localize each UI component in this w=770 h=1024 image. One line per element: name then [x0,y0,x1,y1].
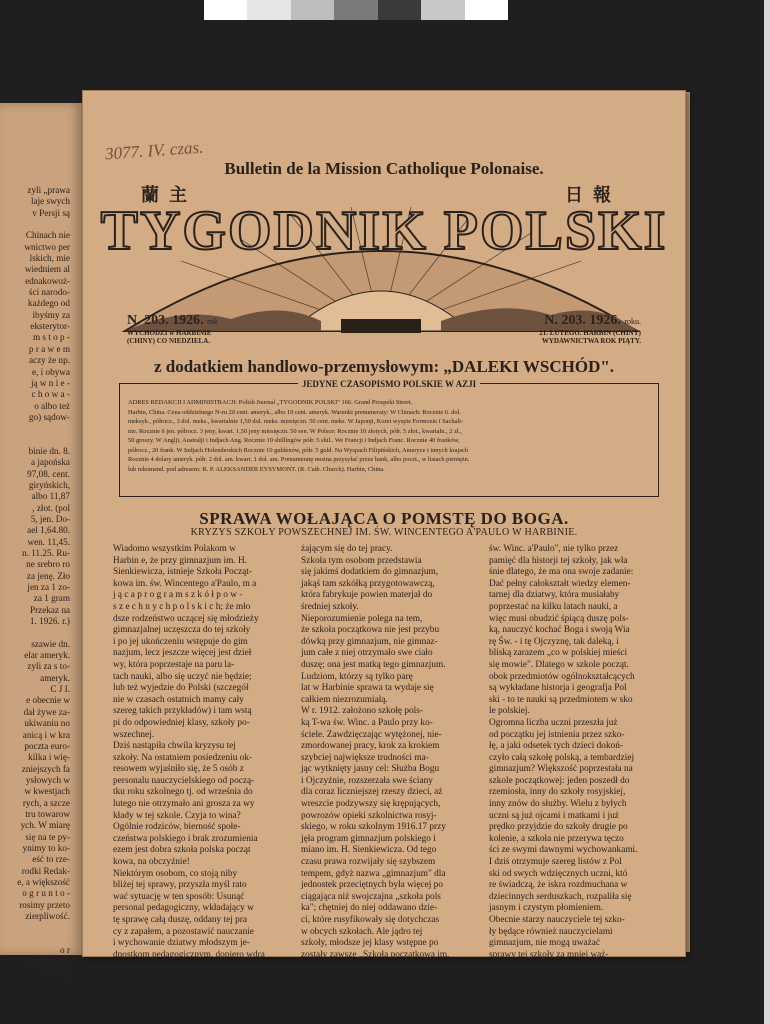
text-line: go) sądow- [28,411,70,422]
text-line: że szkoła początkowa nie jest przybu [301,625,440,636]
text-line: dówką przy gimnazjum, nie gimnaz- [301,636,438,647]
text-line: w obcych szkołach. Ale jądro tej [301,926,423,937]
text-line: Harbin, China. Cena oddzielnego N-ru 20 cent. ameryk., albo 10 cent. ameryk. Warunki prenumeraty: W Chinach: Rocznie 6. dol. [128,408,461,416]
issue-info-left [127,313,218,345]
cjk-right: 日報 [565,185,621,206]
text-line: powrozów opieki szkolnictwa rosyj- [301,810,437,821]
text-line: pamięć dla historji tej szkoły, jak wła [489,555,628,566]
text-line: kowa, na obczyźnie! [113,857,190,868]
subscription-info-box [119,379,659,497]
text-line: 50 groszy. W Anglji, Australji i Indjach Ang. Rocznie 10 shillingów półr. 5 shil.. We Francji i Indjach Franc. Rocznie 40 franków, [128,437,460,444]
text-line: kłady w tej szkole. Czyja to wina? [113,810,241,821]
text-line: resowem wyjaśniło się, że 5 osób z [113,764,244,775]
text-line: całkiem niezrozumiałą. [301,694,388,705]
text-line: ynimy to ko- [22,842,70,853]
text-line: bliżej tej sprawy, przyszła myśl rato [113,880,247,891]
issue-number-left: N. 203. 1926. [127,313,204,328]
text-line: 1. 1926. r.) [29,616,70,627]
text-line: się na te py- [25,831,70,842]
text-line: wszechnej. [113,729,155,740]
issue-rok-left: rok [207,317,218,326]
text-line: rochowski. [29,956,70,967]
text-line: ką, nauczyć kochać Boga i swoją Wia [489,625,630,636]
text-line: nie. Rocznie 6 jen. półrocz. 3 jeny, kwart. 1,50 jeny miesięczn. 50 sen. W Polsce: Rocznie 10 złotych, półr. 5 złot., kwartaln., 2 zł., [128,427,462,435]
text-line: szereg takich przykładów) i tam wstą [113,706,252,717]
text-line: Sienkiewicza, istnieje Szkoła Począt- [113,567,252,578]
text-line: 97,08. cent. [27,468,70,479]
text-line: rzemiosła, inny do szkoły rosyjskiej, [489,787,626,798]
left-page-text [0,185,70,979]
issue-info-right [539,313,641,345]
text-line: się mowie". Dlatego w szkole począt. [489,659,629,670]
text-line: wiedniem al [24,264,70,275]
subscription-info-text [128,398,650,474]
text-line: dsze rodzeństwo uczącej się młodzieży [113,613,259,624]
masthead-title: TYGODNIK POLSKI [100,200,668,262]
issue-number-right: N. 203. 1926. [544,313,621,328]
text-line: która fabrykuje powien materjał do [301,590,433,601]
text-line: kolenie, a szkoła nie przerywa tęczo [489,833,624,844]
text-line: giryńskich, [28,479,70,490]
text-line: żającym się do tej pracy. [301,544,393,554]
text-line: ką T-wa św. Winc. a Paulo przy ko- [301,717,433,728]
text-line: zyli za s to- [27,661,70,672]
text-line: n. 11.25. Ru- [22,548,70,558]
cjk-left: 蘭主 [141,185,197,206]
text-line: lutego nie otrzymało ani grosza za wy [113,799,255,810]
text-line: inny znów do służby. Wielu z byłych [489,799,627,810]
handwritten-note: 3077. IV. czas. [104,137,204,164]
text-line: każdego od [27,298,70,309]
text-line: gimnazjum? Większość poprzestała na [489,764,633,775]
text-line: re świadczą, że iskra rozdmuchana w [489,880,628,891]
text-line: , złot. (pol [32,502,70,513]
tagline [120,379,658,389]
text-line: gimnazjalnej uczęszcza do tej szkoły [113,625,251,636]
text-line: Niektórym osobom, co stoją niby [113,868,238,879]
issue-rok-right: roku. [624,317,641,326]
text-line: m s t o p - [32,332,70,343]
text-line: Wiadomo wszystkim Polakom w [113,544,236,554]
text-line: jąc wytknięty jasny cel: Służba Bogu [301,764,440,775]
article-subheadline: KRYZYS SZKOŁY POWSZECHNEJ IM. ŚW. WINCENTEGO A'PAULO W HARBINIE. [190,527,578,538]
text-line: zyli „prawa [27,185,70,195]
strip-swatch [421,0,464,20]
text-line: wreszcie podzywszy się krępujących, [301,799,441,810]
text-line: szkoły, młodsze jej klasy wstępne po [301,938,439,949]
text-line [0,219,70,230]
text-line: v Persji są [32,207,70,218]
text-line: o albo też [34,400,70,411]
strip-swatch [334,0,377,20]
text-line: tempem, gdyż nazwa „gimnazjum" dla [301,868,446,879]
text-line: szawie dn. [31,638,70,649]
text-line: ameryk. [40,672,70,683]
text-line: dziecinnych serduszkach, rozpaliła się [489,891,632,902]
text-line: wen. 11,45. [27,536,70,547]
text-line: tku roku szkolnego tj. od września do [113,787,253,798]
text-line: za jenę. Zło [26,570,70,581]
issue-line2-right: WYDAWNICTWA ROK PIĄTY. [541,337,641,345]
text-line: e, i obywa [31,366,70,377]
text-line: sprawy tej szkoły za mniej waż- [489,949,609,960]
text-line: ski - to te nauki są przedmiotem w sko [489,694,633,705]
text-line: aczy że np. [28,355,70,366]
text-line: jen za 1 zo- [27,582,70,593]
scan-calibration-strip [204,0,508,20]
strip-swatch [247,0,290,20]
text-line: le polskiej. [489,706,530,717]
text-line: szkoły. Na ostatniem posiedzeniu ok- [113,752,253,763]
text-line: półrocz., 20 frank. W Indjach Holenderskich Rocznie 10 guldenów, półr. 5 guld. Na Wyspach Filipińskich, Ameryce i innych krajach [128,446,469,454]
text-line: nazjum, lecz jeszcze więcej jest dzieł [113,648,252,659]
text-line: ściele. Zawdzięczając wytężonej, nie- [301,729,442,740]
text-line [0,423,70,434]
text-line: laje swych [30,196,70,207]
text-line: Ogólnie rodziców, bierność społe- [113,822,241,833]
text-line: personalu nauczycielskiego od począ- [113,775,255,786]
text-line: łę, a jaki odsetek tych dzieci dokoń- [489,741,623,752]
text-line: ednakowoż- [25,275,70,286]
text-line: o g r u n t o - [22,888,70,899]
text-line: rosimy przeto [19,899,70,910]
text-line: zierpliwość. [25,911,70,921]
text-line: prędko przyjdzie do szkoły drugie po [489,822,628,833]
text-line: dnostkom pedagogicznym, dopiero wdra [113,949,265,960]
article-column-1 [113,544,291,961]
text-line: I dziś otrzymuje szereg listów z Pol [489,857,622,868]
strip-swatch [291,0,334,20]
text-line: pi do odpowiedniej klasy, szkoły po- [113,717,250,728]
text-line: jasnym i czystym płomieniem. [489,903,604,914]
text-line: ciągająca niż swojczajna „szkoła pols [301,891,441,902]
text-line: i wychowanie dziatwy młodszym je- [113,938,250,949]
text-line: ezem jest dobra szkoła polska począt [113,845,251,856]
text-line: Nieporozumienie polega na tem, [301,613,423,624]
text-line: poczta euro- [24,740,70,751]
text-line: meksyk., półrocz., 3 dol. meks., kwartalnie 1,50 dol. meks. miesięczn. 50 cent. meks. W Japonji, Korei wyspie Formozie i Sachali- [128,418,464,425]
text-line: 5, jen. Do- [30,513,70,524]
strip-swatch [465,0,508,20]
text-line: ne srebro ro [26,559,70,570]
text-line: j ą c a p r o g r a m s z k ó ł p o w - [113,590,243,601]
text-line: W r. 1912. założono szkołę pols- [301,706,423,717]
text-line: nie w czasach ostatnich mamy cały [113,694,244,705]
supplement-line: z dodatkiem handlowo-przemysłowym: „DALEKI WSCHÓD". [153,357,615,376]
text-line: Chinach nie [25,230,70,241]
text-line: a japońska [30,457,70,468]
text-line: ci, które rusyfikowały się dotychczas [301,915,440,925]
strip-swatch [378,0,421,20]
text-line: lub też wyjedzie do Polski (szczegół [113,683,249,694]
text-line: Ludziom, którzy są tylko parę [301,671,413,682]
text-line: od początku jej istnienia przez szko- [489,729,625,740]
text-line: ysłowych w [25,774,70,785]
text-line: zostały zawsze „Szkołą początkową im. [301,949,450,960]
text-line: śnie dlatego, że ma ona swoje zadanie: [489,567,634,578]
text-line: czeństwa polskiego i brak zrozumienia [113,833,258,844]
text-line: średniej szkoły. [301,601,359,612]
text-line: eść to rze- [32,854,70,865]
text-line: personal pedagogiczny, wkładający w [113,903,254,914]
text-line: rodki Redak- [21,865,70,876]
text-line: Ogromna liczba uczni przeszła już [489,717,618,728]
text-line: s z e c h n y c h p o l s k i c h; że mło [113,601,251,612]
text-line: ści narodo- [28,287,70,298]
text-line: lskich, mie [29,253,70,264]
scan-edge [764,0,770,1024]
article-column-3 [489,544,661,961]
text-line: miano im. H. Sienkiewicza. Od tego [301,845,437,856]
text-line: lat w Harbinie sprawa ta wydaje się [301,683,434,694]
text-line: wać sytuację w ten sposób: Usunąć [113,891,245,902]
text-line: rych, a szcze [22,797,70,808]
text-line: czasu prawa rozwijały się szybszem [301,857,436,868]
text-line: eksterytor- [30,321,70,332]
text-line: i po jej ukończeniu wstępuje do gim [113,636,248,647]
text-line: jum całe z niej otrzymało swe ciało [301,648,433,659]
text-line [0,934,70,945]
text-line: Rocznie 4 dolary ameryk. półr. 2 dol. am. kwart. 1 dol. am. Prenumeratę można przysyłać przez bank, albo poczt., w listach pieniężn. [128,456,470,463]
text-line: ych. W miarę [20,820,70,831]
issue-line2-left: (CHINY) CO NIEDZIELA. [127,337,211,345]
text-line: Przekaz na [29,604,70,615]
text-line: lub rekomend. pod adresem: R. P. ALEKSANDER EYSYMONT. (R. Cath. Church). Harbin, China. [128,465,385,473]
text-line: ski od swych wdzięcznych uczni, któ [489,868,628,879]
article-headline: SPRAWA WOŁAJĄCA O POMSTĘ DO BOGA. [199,509,569,528]
text-line: e obecnie w [26,695,70,706]
text-line: jakąś tam szkółką przygotowawczą, [301,578,435,589]
text-line: dla coraz liczniejszej rzeszy dzieci, aż [301,787,443,798]
text-line: binie dn. 8. [28,445,70,456]
text-line: Szkoła tym osobom przedstawia [301,555,422,566]
text-line: poprzestać na kilku latach nauki, a [489,601,618,612]
text-line: bliską zarazem „co w polskiej mieści [489,648,628,659]
text-line: dał żywe za- [23,706,70,717]
text-line: się jakimś dodatkiem do gimnazjum, [301,567,439,578]
text-line: cy z zapałem, a pozostawić nauczanie [113,926,254,937]
text-line: ści ze swymi dawnymi wychowankami. [489,845,638,856]
text-line: C J I. [50,684,70,695]
text-line: ADRES REDAKCJI I ADMINISTRACJI: Polish Journal „TYGODNIK POLSKI" 166. Grand Prospekt Street. [128,399,413,406]
text-line: tach nauki, albo się uczyć nie będzie; [113,671,252,682]
text-line: jęła program gimnazjum polskiego i [301,833,436,844]
text-line: jednostek przeciętnych była więcej po [301,880,443,891]
text-line: i Ojczyźnie, rozszerzała swe ściany [301,775,433,786]
text-line: anicą i w kra [22,729,70,740]
text-line: więc musi obudzić śpiącą duszę pols- [489,613,629,624]
text-line: Dać pełny całokształt wiedzy elemen- [489,578,631,589]
text-line: o r [60,945,70,956]
text-line: zniejszych fa [21,763,70,774]
text-line: tarnej dla dziatwy, która musiałaby [489,590,620,601]
text-line: p r a w e m [28,343,70,354]
text-line: tę sprawę całą duszę, oddany tej pra [113,915,247,925]
text-line: kowa im. św. Wincentego a'Paulo, m a [113,578,257,589]
text-line: ibyśmy za [32,309,70,320]
text-line: ły będące również nauczycielami [489,926,613,937]
text-line: Harbin e, że przy gimnazjum im. H. [113,555,247,566]
text-line: rę Św. - i tę Ojczyznę, tak daleką, i [489,636,619,647]
text-line: tru towarow [25,808,70,819]
text-line: wnictwo per [24,241,70,252]
text-line: albo 11,87 [31,491,70,502]
newspaper-page [82,90,686,960]
bulletin-line: Bulletin de la Mission Catholique Polonaise. [224,159,544,178]
article-column-2 [301,544,479,961]
text-line [0,627,70,638]
issue-line1-right: 21. LUTEGO. HARBIN (CHINY) [539,329,641,337]
text-line: duszę; ona jest matką tego gimnazjum. [301,659,446,670]
text-line: zmordowanej pracy, krok za krokiem [301,741,440,752]
issue-line1-left: WYCHODZI w HARBINIE [127,329,212,337]
text-line: uczni są już ojcami i matkami i już [489,810,619,821]
text-line [0,435,70,446]
text-line: ael 1,64.80. [27,525,70,536]
text-line: INNY) [43,967,70,978]
text-line: ka"; chętniej do niej oddawano dzie- [301,903,438,914]
text-line: Dziś nastąpiła chwila kryzysu tej [113,741,236,752]
text-line: skiego, w roku szkolnym 1916.17 przy [301,822,446,833]
text-line: szybciej największe trudności ma- [301,752,429,763]
text-line: c h o w a - [31,389,70,400]
text-line: czyło całą szkołę polską, a tembardziej [489,752,635,763]
text-line: za 1 gram [33,593,70,604]
text-line: obok przedmiotów ogólnokształcących [489,671,635,682]
left-page-fragment [0,103,82,978]
text-line: św. Winc. a'Paulo", nie tylko przez [489,544,619,554]
text-line: elar ameryk. [24,650,70,661]
text-line [0,922,70,933]
text-line: kilka i wię- [28,752,70,763]
text-line: Obecnie starzy nauczyciele tej szko- [489,915,625,925]
text-line: w kwestjach [24,786,70,797]
strip-swatch [204,0,247,20]
text-line: szkole początkowej: jeden poszedł do [489,775,630,786]
text-line: e, a większość [17,876,70,887]
text-line: wy, która poprzestaje na paru la- [113,659,235,670]
text-line: gimnazjum, nie mogą uważać [489,938,601,949]
text-line: są wykładane historja i geografja Pol [489,683,627,694]
tagline-text: JEDYNE CZASOPISMO POLSKIE W AZJI [298,379,480,389]
text-line: ją w n i e - [30,377,70,388]
text-line: ukiwaniu no [24,718,70,729]
